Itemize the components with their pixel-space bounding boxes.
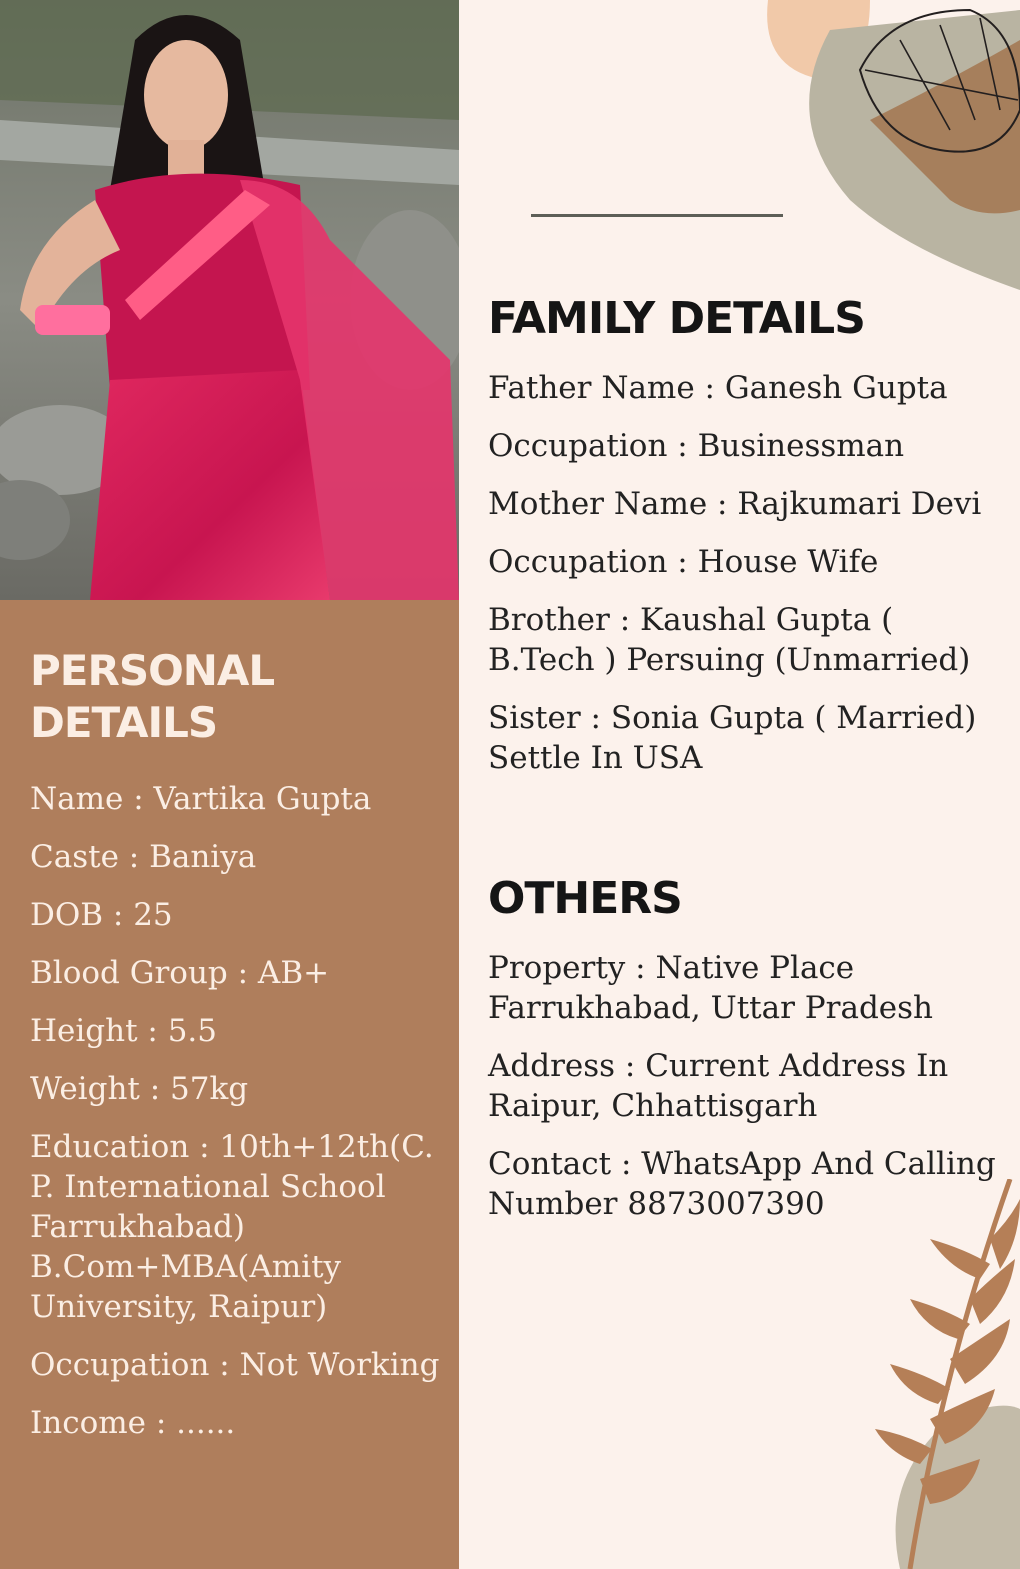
family-sister: Sister : Sonia Gupta ( Married) Settle In USA [488,700,977,776]
left-panel [0,0,459,1569]
personal-income: Income : ...... [30,1405,236,1441]
family-father: Father Name : Ganesh Gupta [488,370,948,406]
family-details-section [488,290,998,796]
divider [531,214,783,217]
profile-photo [0,0,459,600]
family-brother: Brother : Kaushal Gupta ( B.Tech ) Persuing (Unmarried) [488,602,971,678]
monstera-leaf-icon [720,0,1020,300]
personal-height: Height : 5.5 [30,1013,218,1049]
others-title: OTHERS [488,873,682,924]
personal-occupation: Occupation : Not Working [30,1347,440,1383]
personal-weight: Weight : 57kg [30,1071,249,1107]
personal-caste: Caste : Baniya [30,839,257,875]
personal-dob: DOB : 25 [30,897,173,933]
personal-blood-group: Blood Group : AB+ [30,955,330,991]
personal-name: Name : Vartika Gupta [30,781,372,817]
others-address: Address : Current Address In Raipur, Chhattisgarh [488,1048,949,1124]
right-panel [459,0,1020,1569]
family-mother-occupation: Occupation : House Wife [488,544,879,580]
others-property: Property : Native Place Farrukhabad, Uttar Pradesh [488,950,934,1026]
personal-details-section [30,645,440,1461]
fern-leaf-icon [820,1179,1020,1569]
family-father-occupation: Occupation : Businessman [488,428,905,464]
others-contact: Contact : WhatsApp And Calling Number 8873007390 [488,1146,996,1222]
family-mother: Mother Name : Rajkumari Devi [488,486,982,522]
personal-details-title: PERSONAL DETAILS [30,646,275,747]
family-details-title: FAMILY DETAILS [488,293,865,344]
personal-education: Education : 10th+12th(C. P. International School Farrukhabad) B.Com+MBA(Amity University, Raipur) [30,1129,434,1325]
